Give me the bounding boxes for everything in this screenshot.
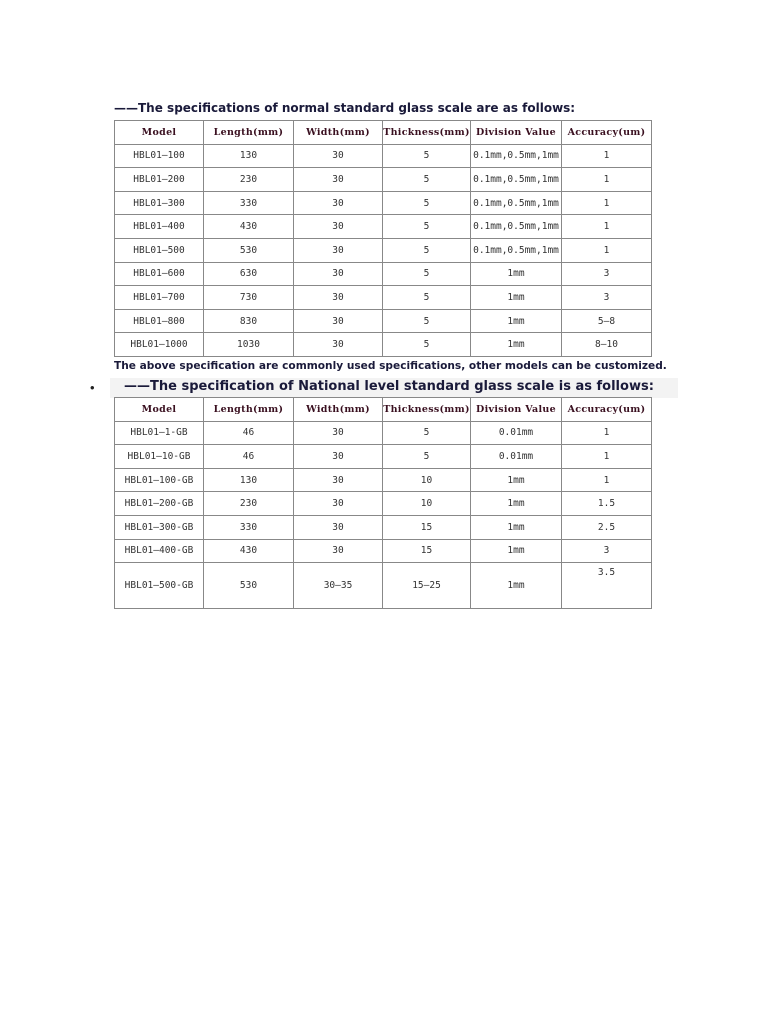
cell-width: 30 <box>294 238 383 262</box>
table-row <box>115 539 652 563</box>
normal-spec-heading: ——The specifications of normal standard glass scale are as follows: <box>114 101 576 115</box>
cell-division-value: 1mm <box>471 333 562 357</box>
cell-accuracy: 5—8 <box>562 309 652 333</box>
cell-width: 30 <box>294 445 383 469</box>
cell-accuracy: 1 <box>562 168 652 192</box>
cell-length: 46 <box>204 445 294 469</box>
cell-length: 330 <box>204 515 294 539</box>
cell-thickness: 15 <box>383 515 471 539</box>
normal-spec-table <box>114 120 652 357</box>
header-width: Width(mm) <box>294 398 383 422</box>
cell-model: HBL01—200-GB <box>115 492 204 516</box>
cell-thickness: 5 <box>383 168 471 192</box>
header-width: Width(mm) <box>294 121 383 145</box>
table-row <box>115 515 652 539</box>
cell-model: HBL01—1000 <box>115 333 204 357</box>
cell-accuracy: 3 <box>562 262 652 286</box>
cell-accuracy: 3 <box>562 286 652 310</box>
cell-thickness: 5 <box>383 309 471 333</box>
cell-accuracy: 1 <box>562 421 652 445</box>
cell-model: HBL01—300 <box>115 191 204 215</box>
table-row <box>115 191 652 215</box>
bullet-marker: • <box>90 380 95 395</box>
cell-width: 30—35 <box>294 563 383 609</box>
cell-width: 30 <box>294 286 383 310</box>
cell-division-value: 0.1mm,0.5mm,1mm <box>471 191 562 215</box>
cell-division-value: 1mm <box>471 309 562 333</box>
table-row <box>115 262 652 286</box>
header-division-value: Division Value <box>471 398 562 422</box>
table-row <box>115 144 652 168</box>
cell-width: 30 <box>294 262 383 286</box>
table-row <box>115 563 652 609</box>
table-row <box>115 168 652 192</box>
cell-length: 130 <box>204 144 294 168</box>
cell-division-value: 1mm <box>471 468 562 492</box>
cell-width: 30 <box>294 333 383 357</box>
cell-accuracy: 3 <box>562 539 652 563</box>
cell-model: HBL01—200 <box>115 168 204 192</box>
cell-width: 30 <box>294 515 383 539</box>
cell-accuracy: 1 <box>562 238 652 262</box>
header-length: Length(mm) <box>204 398 294 422</box>
cell-width: 30 <box>294 421 383 445</box>
national-spec-heading: ——The specification of National level standard glass scale is as follows: <box>124 379 654 394</box>
table-header-row <box>115 398 652 422</box>
cell-length: 230 <box>204 492 294 516</box>
cell-division-value: 0.01mm <box>471 445 562 469</box>
cell-thickness: 5 <box>383 191 471 215</box>
cell-thickness: 10 <box>383 492 471 516</box>
cell-division-value: 1mm <box>471 515 562 539</box>
cell-accuracy: 1 <box>562 215 652 239</box>
cell-accuracy: 1.5 <box>562 492 652 516</box>
cell-division-value: 1mm <box>471 539 562 563</box>
cell-accuracy: 8—10 <box>562 333 652 357</box>
table-row <box>115 492 652 516</box>
cell-thickness: 5 <box>383 144 471 168</box>
cell-division-value: 0.1mm,0.5mm,1mm <box>471 238 562 262</box>
cell-thickness: 5 <box>383 262 471 286</box>
cell-length: 830 <box>204 309 294 333</box>
header-accuracy: Accuracy(um) <box>562 398 652 422</box>
cell-division-value: 1mm <box>471 563 562 609</box>
cell-thickness: 5 <box>383 215 471 239</box>
table-row <box>115 238 652 262</box>
cell-width: 30 <box>294 168 383 192</box>
cell-division-value: 0.1mm,0.5mm,1mm <box>471 168 562 192</box>
cell-accuracy: 1 <box>562 468 652 492</box>
cell-length: 1030 <box>204 333 294 357</box>
table-row <box>115 286 652 310</box>
cell-length: 130 <box>204 468 294 492</box>
table-header-row <box>115 121 652 145</box>
cell-width: 30 <box>294 191 383 215</box>
customization-note: The above specification are commonly used specifications, other models can be customized. <box>114 360 667 372</box>
cell-accuracy: 1 <box>562 191 652 215</box>
cell-accuracy: 3.5 <box>562 563 652 609</box>
cell-accuracy: 1 <box>562 445 652 469</box>
cell-model: HBL01—700 <box>115 286 204 310</box>
cell-division-value: 1mm <box>471 262 562 286</box>
cell-model: HBL01—1-GB <box>115 421 204 445</box>
header-model: Model <box>115 121 204 145</box>
header-thickness: Thickness(mm) <box>383 121 471 145</box>
national-spec-table <box>114 397 652 609</box>
cell-length: 730 <box>204 286 294 310</box>
header-thickness: Thickness(mm) <box>383 398 471 422</box>
cell-thickness: 5 <box>383 286 471 310</box>
cell-length: 430 <box>204 539 294 563</box>
cell-width: 30 <box>294 539 383 563</box>
cell-thickness: 10 <box>383 468 471 492</box>
header-accuracy: Accuracy(um) <box>562 121 652 145</box>
cell-model: HBL01—500-GB <box>115 563 204 609</box>
cell-model: HBL01—400 <box>115 215 204 239</box>
cell-length: 330 <box>204 191 294 215</box>
table-row <box>115 445 652 469</box>
cell-accuracy: 1 <box>562 144 652 168</box>
header-model: Model <box>115 398 204 422</box>
cell-model: HBL01—500 <box>115 238 204 262</box>
cell-thickness: 5 <box>383 333 471 357</box>
cell-thickness: 15—25 <box>383 563 471 609</box>
cell-model: HBL01—100 <box>115 144 204 168</box>
cell-length: 630 <box>204 262 294 286</box>
cell-division-value: 1mm <box>471 492 562 516</box>
cell-model: HBL01—600 <box>115 262 204 286</box>
cell-length: 530 <box>204 563 294 609</box>
cell-width: 30 <box>294 144 383 168</box>
cell-division-value: 0.1mm,0.5mm,1mm <box>471 144 562 168</box>
cell-width: 30 <box>294 215 383 239</box>
cell-width: 30 <box>294 468 383 492</box>
cell-thickness: 5 <box>383 421 471 445</box>
table-row <box>115 215 652 239</box>
header-length: Length(mm) <box>204 121 294 145</box>
cell-model: HBL01—10-GB <box>115 445 204 469</box>
cell-width: 30 <box>294 309 383 333</box>
table-row <box>115 468 652 492</box>
cell-length: 46 <box>204 421 294 445</box>
cell-model: HBL01—100-GB <box>115 468 204 492</box>
header-division-value: Division Value <box>471 121 562 145</box>
cell-model: HBL01—400-GB <box>115 539 204 563</box>
cell-width: 30 <box>294 492 383 516</box>
cell-thickness: 15 <box>383 539 471 563</box>
table-row <box>115 309 652 333</box>
cell-model: HBL01—800 <box>115 309 204 333</box>
cell-accuracy: 2.5 <box>562 515 652 539</box>
cell-division-value: 0.01mm <box>471 421 562 445</box>
cell-length: 530 <box>204 238 294 262</box>
cell-length: 230 <box>204 168 294 192</box>
cell-model: HBL01—300-GB <box>115 515 204 539</box>
table-row <box>115 421 652 445</box>
cell-thickness: 5 <box>383 238 471 262</box>
cell-thickness: 5 <box>383 445 471 469</box>
cell-division-value: 1mm <box>471 286 562 310</box>
cell-length: 430 <box>204 215 294 239</box>
cell-division-value: 0.1mm,0.5mm,1mm <box>471 215 562 239</box>
table-row <box>115 333 652 357</box>
